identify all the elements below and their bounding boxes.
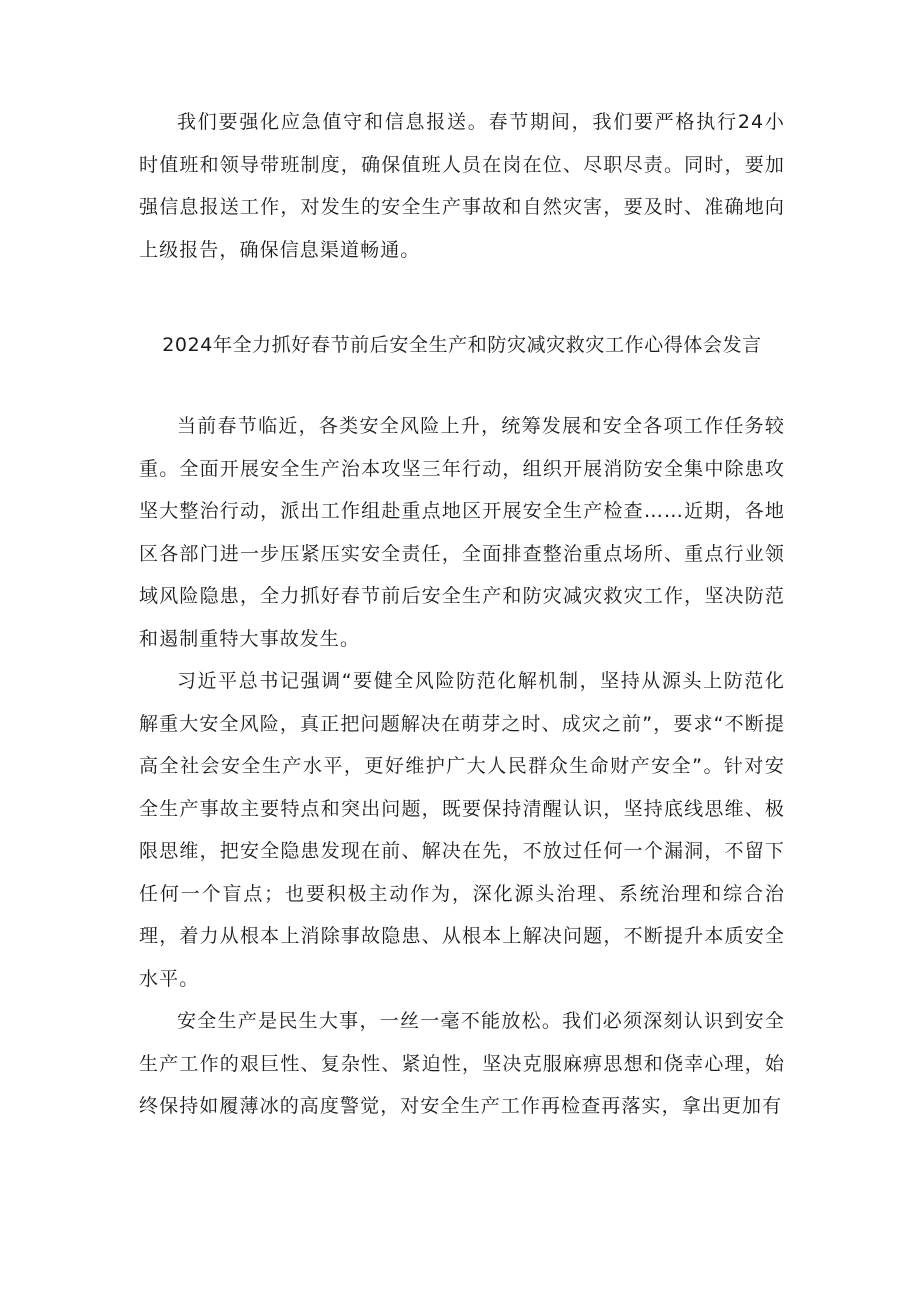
body-paragraph-2: 习近平总书记强调“要健全风险防范化解机制，坚持从源头上防范化解重大安全风险，真正把问题解决在萌芽之时、成灾之前”，要求“不断提高全社会安全生产水平，更好维护广大人民群众生命财产安全”。针对安全生产事故主要特点和突出问题，既要保持清醒认识，坚持底线思维、极限思维，把安全隐患发现在前、解决在先，不放过任何一个漏洞，不留下任何一个盲点；也要积极主动作为，深化源头治理、系统治理和综合治理，着力从根本上消除事故隐患、从根本上解决问题，不断提升本质安全水平。 bbox=[139, 670, 785, 990]
document-body bbox=[139, 101, 785, 1128]
intro-paragraph: 我们要强化应急值守和信息报送。春节期间，我们要严格执行24小时值班和领导带班制度，确保值班人员在岗在位、尽职尽责。同时，要加强信息报送工作，对发生的安全生产事故和自然灾害，要及时、准确地向上级报告，确保信息渠道畅通。 bbox=[139, 111, 785, 261]
body-paragraph-1: 当前春节临近，各类安全风险上升，统筹发展和安全各项工作任务较重。全面开展安全生产治本攻坚三年行动，组织开展消防安全集中除患攻坚大整治行动，派出工作组赴重点地区开展安全生产检查……近期，各地区各部门进一步压紧压实安全责任，全面排查整治重点场所、重点行业领域风险隐患，全力抓好春节前后安全生产和防灾减灾救灾工作，坚决防范和遏制重特大事故发生。 bbox=[139, 415, 785, 650]
section-spacer bbox=[139, 361, 785, 405]
article-title: 2024年全力抓好春节前后安全生产和防灾减灾救灾工作心得体会发言 bbox=[162, 334, 762, 356]
body-paragraph-3: 安全生产是民生大事，一丝一毫不能放松。我们必须深刻认识到安全生产工作的艰巨性、复杂性、紧迫性，坚决克服麻痹思想和侥幸心理，始终保持如履薄冰的高度警觉，对安全生产工作再检查再落实，拿出更加有 bbox=[139, 1010, 785, 1117]
